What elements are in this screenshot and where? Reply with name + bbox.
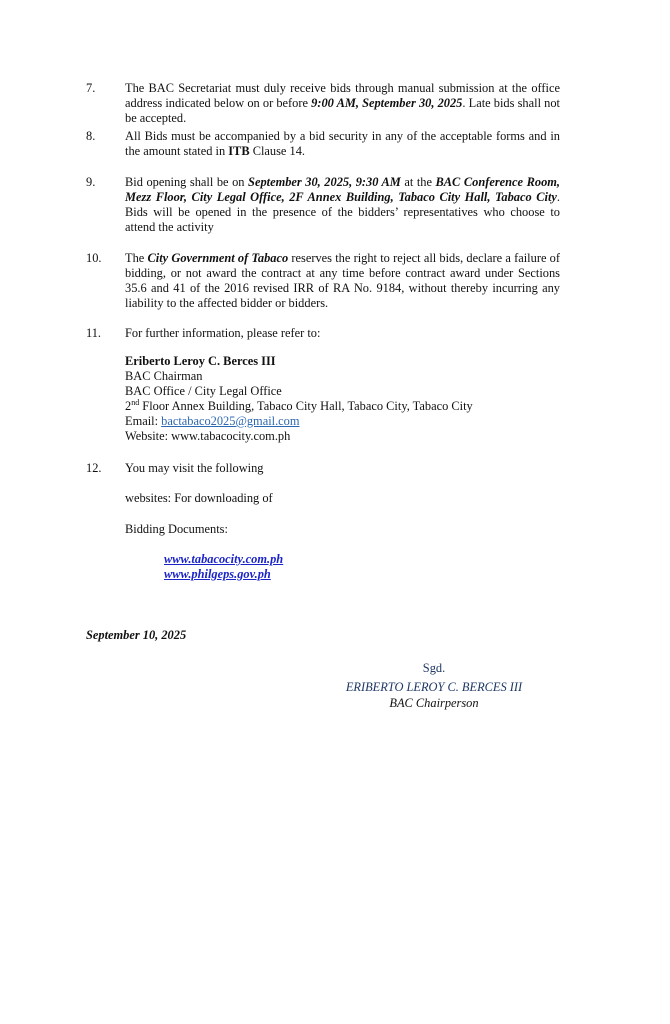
item-text: Bid opening shall be on [125,175,249,189]
item-text: . Bids will be opened in the presence of the bidders’ representatives who choose to attend the activity [125,190,560,234]
item-text: reserves the right to reject all bids, declare a failure of bidding, or not award the contract at any time before contract award under Sections 35.6 and 41 of the 2016 revised IRR of RA No. 9184, without thereby incurring any liability to the affected bidder or bidders. [125,251,560,310]
item-text: The [125,251,148,265]
item-text: For further information, please refer to: [125,326,321,340]
item-text: at the [400,175,436,189]
philgeps-link[interactable]: www.philgeps.gov.ph [164,567,271,581]
item-number: 11. [86,326,102,340]
item-text: Clause 14. [249,144,306,158]
signatory-title: BAC Chairperson [389,696,479,710]
venue-text: BAC Conference Room, Mezz Floor, City Legal Office, 2F Annex Building, Tabaco City Hall, Tabaco City [125,175,560,204]
item-number: 7. [86,81,96,95]
tabacocity-link[interactable]: www.tabacocity.com.ph [164,552,284,566]
contact-name: Eriberto Leroy C. Berces III [125,354,276,368]
contact-address: 2nd Floor Annex Building, Tabaco City Hall, Tabaco City, Tabaco City [125,397,473,413]
email-link[interactable]: bactabaco2025@gmail.com [161,414,300,428]
contact-email-line: Email: bactabaco2025@gmail.com [125,414,300,428]
item-text: The BAC Secretariat must duly receive bids through manual submission at the office address indicated below on or before [125,81,560,110]
item-text: All Bids must be accompanied by a bid security in any of the acceptable forms and in the amount stated in [125,129,560,158]
itb-text: ITB [228,144,250,158]
contact-website: Website: www.tabacocity.com.ph [125,429,291,443]
item-number: 12. [86,461,102,475]
agency-text: City Government of Tabaco [147,251,289,265]
item-number: 8. [86,129,96,143]
item-12-line-3: Bidding Documents: [125,522,228,536]
opening-date-text: September 30, 2025, 9:30 AM [248,175,401,189]
contact-position: BAC Chairman [125,369,203,383]
item-text: . Late bids shall not be accepted. [125,96,561,125]
signatory-name: ERIBERTO LEROY C. BERCES III [345,680,523,694]
contact-office: BAC Office / City Legal Office [125,384,282,398]
document-date: September 10, 2025 [86,628,187,642]
signed-mark: Sgd. [422,661,446,675]
item-number: 10. [86,251,102,265]
item-12-line-2: websites: For downloading of [125,491,273,505]
deadline-text: 9:00 AM, September 30, 2025 [311,96,463,110]
contact-block [125,354,545,444]
item-number: 9. [86,175,96,189]
item-text: You may visit the following [125,461,264,475]
